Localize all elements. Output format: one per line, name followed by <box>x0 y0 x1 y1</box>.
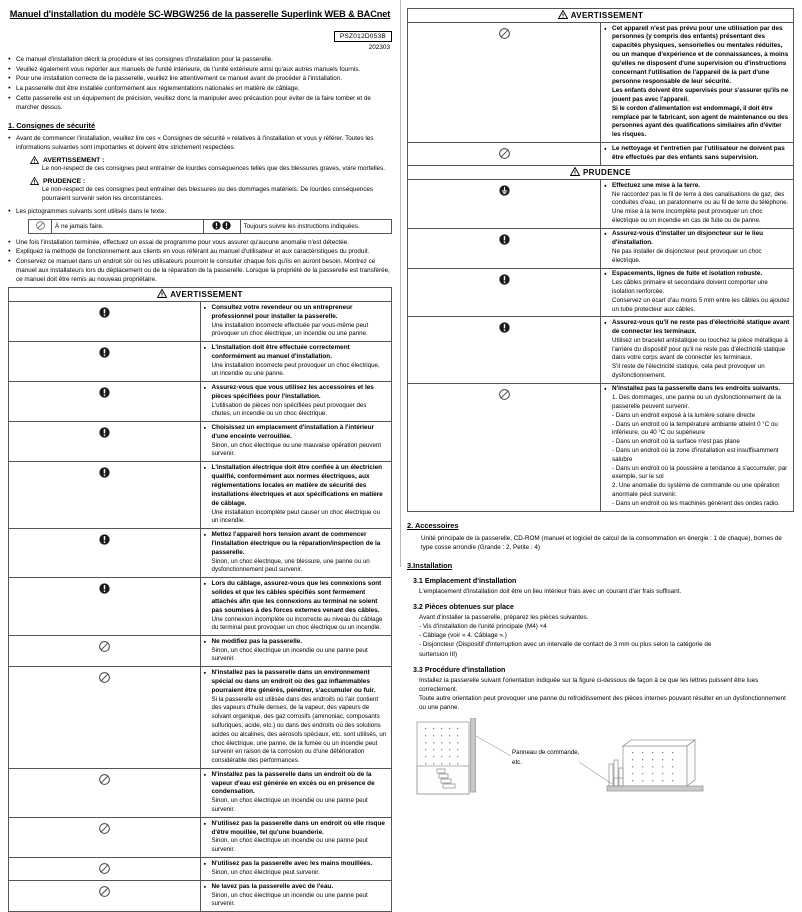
prohibition-icon <box>99 772 110 783</box>
table-row <box>9 342 392 382</box>
warning-icon-cell <box>408 23 601 143</box>
list-item: ● La passerelle doit être installée conformément aux réglementations nationales en matière de câblage. <box>8 84 392 93</box>
warning-header-label: AVERTISSEMENT <box>170 290 243 300</box>
table-row <box>408 317 794 383</box>
document-date: 202303 <box>368 44 390 52</box>
table-row <box>408 383 794 511</box>
warning-sub-item: - Dans un endroit où la poussière a tendance à s'accumuler, par exemple, sur le sol <box>612 464 788 481</box>
page-title: Manuel d'installation du modèle SC-WBGW256 de la passerelle Superlink WEB & BACnet <box>9 9 391 19</box>
ground-icon <box>499 183 510 194</box>
warning-icon-cell <box>9 422 201 462</box>
figure-caption-line-1: Panneau de commande, <box>512 749 580 757</box>
table-row <box>9 578 392 636</box>
warning-sub-item: - Dans un endroit exposé à la lumière solaire directe <box>612 411 756 419</box>
warning-body: Une installation incomplète peut causer un choc électrique ou un incendie. <box>211 508 381 525</box>
list-item: ● Les pictogrammes suivants sont utilisés dans le texte. <box>8 207 392 216</box>
warning-text-cell <box>200 667 392 769</box>
warning-icon-cell <box>9 302 201 342</box>
table-row <box>408 268 794 317</box>
pictogram-always-label: Toujours suivre les instructions indiquées. <box>240 219 392 233</box>
warning-text-cell <box>200 462 392 529</box>
pictogram-lead-list <box>8 207 392 216</box>
warning-text-cell <box>601 268 794 317</box>
list-item: ● Veuillez également vous reporter aux manuels de l'unité intérieure, de l'unité extérieure ainsi qu'aux autres manuels fournis. <box>8 65 392 74</box>
prohibition-icon <box>99 821 110 832</box>
warning-text-cell <box>200 342 392 382</box>
section-2-body: Unité principale de la passerelle, CD-ROM (manuel et logiciel de calcul de la consommation en énergie : 1 de chaque), bornes de type cosse arrondie (Grande : 2, Petite : 4) <box>421 534 782 551</box>
warning-title: ● Assurez-vous que vous utilisez les accessoires et les pièces spécifiées pour l'installation. <box>204 384 389 402</box>
warning-sub-item: - Dans un endroit où la zone d'installation est insuffisamment salubre <box>612 447 779 463</box>
warning-body: Si la passerelle est utilisée dans des endroits où l'air contient des vapeurs d'huile denses, de la vapeur, des vapeurs de solvant organique, des gaz corrosifs (ammoniac, composants sulfuriques, acide, etc.) ou dans des endroits où des solutions acides ou alcalines, des aérosols spéciaux, etc. sont utilisés, un choc électrique, une panne, de la fumée ou un incendie peut survenir en raison de la corrosion ou d'une détérioration considérable des performances. <box>211 695 387 765</box>
list-item: ● Pour une installation correcte de la passerelle, veuillez lire attentivement ce manuel avant de procéder à l'installation. <box>8 74 392 83</box>
section-1-heading: 1. Consignes de sécurité <box>8 120 96 130</box>
warning-numbered-item: 1. Des dommages, une panne ou un dysfonctionnement de la passerelle peuvent survenir. <box>612 394 781 411</box>
warning-body: Les enfants doivent être supervisés pour s'assurer qu'ils ne jouent pas avec l'appareil. <box>612 87 789 104</box>
table-header-row <box>408 166 794 180</box>
warning-title: ● Assurez-vous qu'il ne reste pas d'électricité statique avant de connecter les terminaux. <box>604 319 790 337</box>
section-3-2-item-3-cont: surtension III) <box>419 650 458 658</box>
warning-text-cell <box>601 180 794 229</box>
section-3-2-heading: 3.2 Pièces obtenues sur place <box>413 603 514 612</box>
warning-body: Sinon, un choc électrique un incendie ou une panne peut survenir. <box>211 837 368 854</box>
exclamation-icon <box>99 385 110 396</box>
section-3-1-body: L'emplacement d'installation doit être un lieu intérieur frais avec un courant d'air frais suffisant. <box>419 587 682 595</box>
warning-icon-cell <box>408 317 601 383</box>
warning-icon-cell <box>9 382 201 422</box>
table-row <box>408 180 794 229</box>
caution-table-header <box>408 166 794 180</box>
exclamation-icon <box>99 425 110 436</box>
table-row <box>408 23 794 143</box>
table-row <box>9 769 392 818</box>
table-header-row <box>408 9 794 23</box>
warning-title: ● L'installation électrique doit être confiée à un électricien qualifié, conformément aux normes électriques, aux réglementations locales en matière de sécurité des installations électriques et aux spécifications en matière de câblage. <box>204 464 389 509</box>
warning-body: Sinon, un choc électrique un incendie ou une panne peut survenir. <box>211 646 368 663</box>
figure-caption-line-2: etc. <box>512 759 522 767</box>
warning-body: Ne raccordez pas le fil de terre à des canalisations de gaz, des conduites d'eau, un paratonnerre ou au fil de terre du téléphone. Une mise à la terre incomplète peut provoquer un choc électrique ou un incendie en cas de fuite ou de panne. <box>612 190 789 224</box>
warning-body: Ne pas installer de disjoncteur peut provoquer un choc électrique. <box>612 248 762 264</box>
warning-title: ● Mettez l'appareil hors tension avant de commencer l'installation électrique ou la réparation/inspection de la passerelle. <box>204 531 389 558</box>
table-row <box>9 818 392 858</box>
warning-body: Les câbles primaire et secondaire doivent comporter une isolation renforcée. <box>612 279 768 296</box>
exclamation-icon <box>99 532 110 543</box>
warning-title: ● N'installez pas la passerelle dans un environnement spécial ou dans un endroit où des gaz inflammables pourraient être générés, pénétrer, s'accumuler ou fuir. <box>204 669 389 696</box>
warning-icon-cell <box>408 143 601 166</box>
installation-figure <box>407 718 794 814</box>
table-header-row <box>9 288 392 302</box>
warning-icon-cell <box>9 578 201 636</box>
right-column <box>400 0 802 767</box>
warning-icon-cell <box>9 462 201 529</box>
warning-icon-cell <box>9 667 201 769</box>
warning-body: Sinon, un choc électrique, une blessure, une panne ou un dysfonctionnement peut survenir. <box>211 557 370 574</box>
warning-triangle-icon <box>30 156 39 164</box>
warning-body: Sinon, un choc électrique un incendie ou une panne peut survenir. <box>211 891 368 908</box>
warning-title: ● N'utilisez pas la passerelle dans un endroit où elle risque d'être mouillée, tel qu'une buanderie. <box>204 820 389 838</box>
warning-table-header <box>9 288 392 302</box>
table-row <box>408 143 794 166</box>
inline-warning-label: AVERTISSEMENT : <box>43 156 105 164</box>
table-row <box>9 858 392 881</box>
left-column <box>0 0 400 908</box>
list-item: ● Expliquez la méthode de fonctionnement aux clients en vous référant au manuel d'utilisateur et aux caractéristiques du produit. <box>8 247 392 256</box>
warning-icon-cell <box>9 529 201 578</box>
inline-warning-block <box>30 156 392 173</box>
pictogram-table <box>28 219 392 234</box>
inline-caution-block <box>30 177 392 203</box>
prohibition-icon <box>99 639 110 650</box>
section-1-lead-list <box>8 134 392 152</box>
warning-text-cell <box>601 317 794 383</box>
warning-table-right <box>407 8 794 512</box>
warning-text-cell <box>200 881 392 912</box>
warning-title: ● L'installation doit être effectuée correctement conformément au manuel d'installation. <box>204 344 389 362</box>
warning-icon-cell <box>9 858 201 881</box>
warning-sub-item: - Dans un endroit où la température ambiante atteint 0 °C ou inférieure, ou 40 °C ou supérieure <box>612 420 778 437</box>
intro-bullet-list <box>8 55 392 112</box>
prohibition-icon <box>499 387 510 398</box>
warning-text-cell <box>601 23 794 143</box>
section-3-2-item-3: - Disjoncteur (Dispositif d'interruption avec un intervalle de contact de 3 mm ou plus selon la catégorie de <box>419 641 712 649</box>
document-number-block <box>8 25 392 51</box>
exclamation-icon <box>99 345 110 356</box>
warning-title: ● N'installez pas la passerelle dans un endroit où de la vapeur d'eau est générée en excès ou en présence de condensation. <box>204 771 389 798</box>
warning-icon-cell <box>9 636 201 667</box>
table-row <box>9 382 392 422</box>
table-row <box>29 219 392 233</box>
warning-icon-cell <box>408 383 601 511</box>
warning-title: ● Cet appareil n'est pas prévu pour une utilisation par des personnes (y compris des enfants) présentant des capacités physiques, sensorielles ou mentales réduites, ou un manque d'expérience et de connaissances, à moins qu'elles ne disposent d'une supervision ou d'instructions concernant l'utilisation de l'appareil de la part d'une personne responsable de leur sécurité. <box>604 25 790 88</box>
warning-icon-cell <box>408 268 601 317</box>
warning-title: ● Ne modifiez pas la passerelle. <box>204 638 389 647</box>
exclamation-icon <box>99 581 110 592</box>
caution-triangle-icon <box>30 177 39 185</box>
warning-text-cell <box>601 143 794 166</box>
section-3-1-heading: 3.1 Emplacement d'installation <box>413 576 517 585</box>
warning-triangle-icon <box>558 10 568 19</box>
prohibition-icon <box>99 861 110 872</box>
warning-title: ● Lors du câblage, assurez-vous que les connexions sont solides et que les câbles spécifiés sont fermement attachés afin que les connexions au terminal ne soient pas soumises à des forces externes venant des câbles. <box>204 580 389 616</box>
inline-caution-text: Le non-respect de ces consignes peut entraîner des blessures ou des dommages matériels. De lourdes conséquences pourraient survenir selon les circonstances. <box>42 186 374 203</box>
list-item: ● Une fois l'installation terminée, effectuez un essai de programme pour vous assurer qu'aucune anomalie n'est détectée. <box>8 238 392 247</box>
exclamation-icon <box>499 320 510 331</box>
warning-title: ● Consultez votre revendeur ou un entrepreneur professionnel pour installer la passerelle. <box>204 304 389 322</box>
list-item: ● Conservez ce manuel dans un endroit sûr où les utilisateurs pourront le consulter chaque fois qu'ils en auront besoin. Montrez ce manuel aux installateurs lors du déplacement ou de la réparation de la passerelle. Lorsque la propriété de la passerelle est transférée, ce manuel doit être remis au nouveau propriétaire. <box>8 257 392 284</box>
warning-title: ● Assurez-vous d'installer un disjoncteur sur le lieu d'installation. <box>604 230 790 248</box>
warning-text-cell <box>200 858 392 881</box>
warning-title: ● Le nettoyage et l'entretien par l'utilisateur ne doivent pas être effectués par des enfants sans supervision. <box>604 145 790 163</box>
warning-icon-cell <box>9 342 201 382</box>
exclamation-icon <box>99 305 110 316</box>
list-item: ● Ce manuel d'installation décrit la procédure et les consignes d'installation pour la passerelle. <box>8 55 392 64</box>
table-row <box>9 302 392 342</box>
warning-body: Sinon, un choc électrique un incendie ou une panne peut survenir. <box>211 797 368 814</box>
warning-text-cell <box>601 383 794 511</box>
table-row <box>408 228 794 268</box>
section-3-heading: 3.Installation <box>407 560 453 570</box>
caution-triangle-icon <box>570 167 580 176</box>
exclamation-icon <box>499 272 510 283</box>
warning-title: ● Effectuez une mise à la terre. <box>604 182 790 191</box>
warning-body: Conservez un écart d'au moins 5 mm entre les câbles ou ajoutez un tube protecteur aux câbles. <box>612 296 790 313</box>
prohibition-icon-cell <box>29 219 52 233</box>
warning-text-cell <box>200 818 392 858</box>
caution-header-label: PRUDENCE <box>582 168 632 178</box>
prohibition-icon <box>99 670 110 681</box>
warning-body: Utilisez un bracelet antistatique ou touchez la pièce métallique à l'arrière du dispositif pour qu'il ne reste pas d'électricité statique dans votre corps avant de connecter les terminaux. <box>612 336 788 362</box>
warning-title: ● N'installez pas la passerelle dans les endroits suivants. <box>604 385 790 394</box>
section-1-after-list <box>8 238 392 285</box>
table-row <box>9 422 392 462</box>
warning-text-cell <box>200 422 392 462</box>
warning-body: Sinon, un choc électrique peut survenir. <box>211 868 320 876</box>
warning-sub-item: - Dans un endroit où la surface n'est pas plane <box>612 438 740 446</box>
exclamation-icon <box>99 465 110 476</box>
section-3-3-body-2: Toute autre orientation peut provoquer une panne du refroidissement des pièces internes pouvant résulter en un dysfonctionnement ou une panne. <box>419 694 786 712</box>
pictogram-never-label: À ne jamais faire. <box>52 219 204 233</box>
section-3-2-item-2: - Câblage (voir « 4. Câblage ».) <box>419 632 507 640</box>
warning-table-left <box>8 287 392 912</box>
warning-table-header <box>408 9 794 23</box>
section-3-2-item-1: - Vis d'installation de l'unité principale (M4) ×4 <box>419 623 547 631</box>
document-number: PSZ012D053B <box>334 31 392 42</box>
warning-body: S'il reste de l'électricité statique, cela peut provoquer un dysfonctionnement. <box>612 363 765 380</box>
warning-text-cell <box>200 302 392 342</box>
warning-icon-cell <box>9 818 201 858</box>
warning-icon-cell <box>408 180 601 229</box>
warning-title: ● Choisissez un emplacement d'installation à l'intérieur d'une enceinte verrouillée. <box>204 424 389 442</box>
warning-title: ● Espacements, lignes de fuite et isolation robuste. <box>604 270 790 279</box>
warning-icon-cell <box>9 769 201 818</box>
table-row <box>9 881 392 912</box>
warning-title: ● Ne lavez pas la passerelle avec de l'eau. <box>204 883 389 892</box>
table-row <box>9 462 392 529</box>
warning-body: Si le cordon d'alimentation est endommagé, il doit être remplacé par le fabricant, son agent de maintenance ou des personnes ayant des qualifications similaires afin d'éviter les risques. <box>612 104 789 139</box>
warning-text-cell <box>200 769 392 818</box>
exclamation-icon <box>499 232 510 243</box>
list-item: ● Avant de commencer l'installation, veuillez lire ces « Consignes de sécurité » relatives à l'installation et vous y référer. Toutes les informations suivantes sont importantes et doivent être strictement respectées. <box>8 134 392 152</box>
table-row <box>9 529 392 578</box>
warning-body: Une connexion incomplète ou incorrecte au niveau du câblage du terminal peut provoquer un choc électrique ou un incendie. <box>211 615 383 632</box>
warning-numbered-item: 2. Une anomalie du système de commande ou une opération anormale peut survenir. <box>612 482 780 499</box>
exclamation-icon-2 <box>222 221 231 232</box>
warning-title: ● N'utilisez pas la passerelle avec les mains mouillées. <box>204 860 389 869</box>
mandatory-icons-cell <box>203 219 240 233</box>
warning-icon-cell <box>9 881 201 912</box>
warning-text-cell <box>200 636 392 667</box>
warning-triangle-icon <box>157 289 167 298</box>
prohibition-icon <box>499 146 510 157</box>
warning-body: Une installation incorrecte peut provoquer un choc électrique, un incendie ou une panne. <box>211 361 380 378</box>
warning-text-cell <box>200 382 392 422</box>
section-2-heading: 2. Accessoires <box>407 520 459 530</box>
table-row <box>9 636 392 667</box>
warning-sub-item: - Dans un endroit où les machines génèrent des ondes radio. <box>612 499 780 507</box>
prohibition-icon <box>99 884 110 895</box>
inline-caution-label: PRUDENCE : <box>43 177 86 185</box>
warning-text-cell <box>601 228 794 268</box>
prohibition-icon <box>35 221 46 232</box>
table-row <box>9 667 392 769</box>
list-item: ● Cette passerelle est un équipement de précision, veuillez donc la manipuler avec précaution pour éviter de la faire tomber et de marcher dessus. <box>8 94 392 112</box>
warning-text-cell <box>200 578 392 636</box>
prohibition-icon <box>499 26 510 37</box>
section-3-3-heading: 3.3 Procédure d'installation <box>413 665 506 674</box>
warning-text-cell <box>200 529 392 578</box>
warning-icon-cell <box>408 228 601 268</box>
warning-header-label: AVERTISSEMENT <box>570 11 644 20</box>
exclamation-icon <box>212 221 221 232</box>
installation-diagram <box>407 718 797 814</box>
inline-warning-text: Le non-respect de ces consignes peut entraîner de lourdes conséquences telles que des blessures graves, voire mortelles. <box>42 165 386 173</box>
warning-body: Une installation incorrecte effectuée par vous-même peut provoquer un choc électrique, un incendie ou une panne. <box>211 321 369 338</box>
section-3-3-body-1: Installez la passerelle suivant l'orientation indiquée sur la figure ci-dessous de façon à ce que les lettres puissent être lues correctement. <box>419 676 759 693</box>
section-3-2-lead: Avant d'installer la passerelle, préparez les pièces suivantes. <box>419 614 589 622</box>
warning-body: L'utilisation de pièces non spécifiées peut provoquer des chutes, un incendie ou un choc électrique. <box>211 401 367 418</box>
warning-body: Sinon, un choc électrique ou une mauvaise opération peuvent survenir. <box>211 441 382 458</box>
